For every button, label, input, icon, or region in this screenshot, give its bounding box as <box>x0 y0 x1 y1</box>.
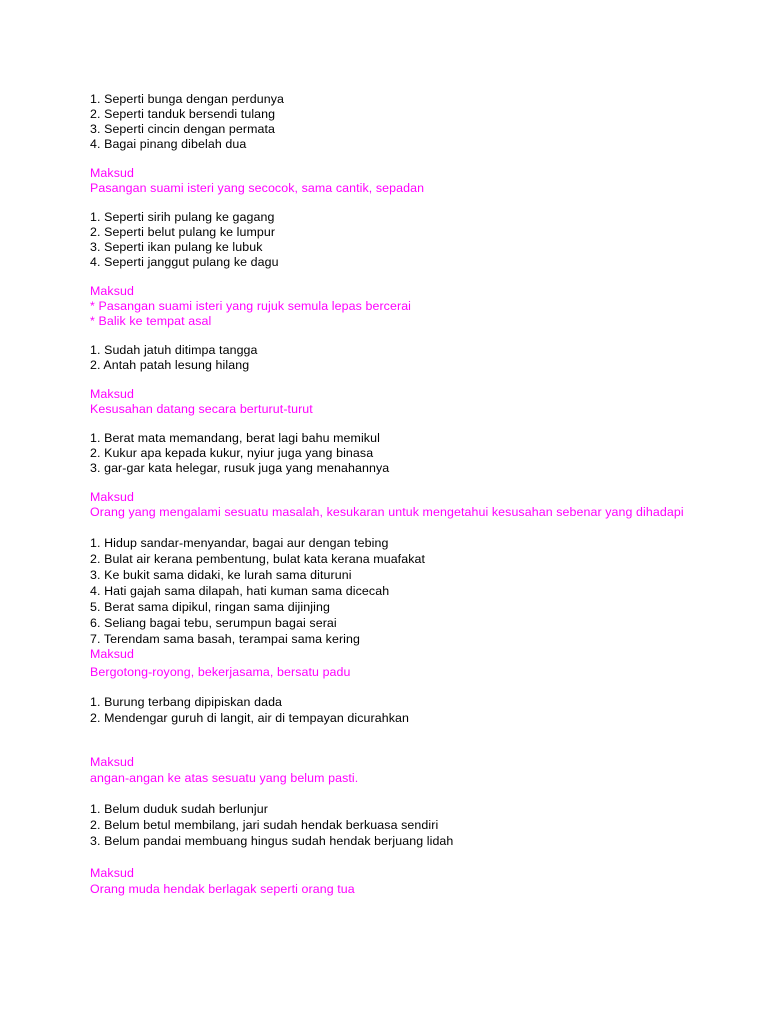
maksud-meaning: Pasangan suami isteri yang secocok, sama cantik, sepadan <box>90 181 425 195</box>
proverb-group <box>90 92 690 196</box>
proverb-line: 1. Berat mata memandang, berat lagi bahu memikul <box>90 431 380 445</box>
proverb-line: 2. Antah patah lesung hilang <box>90 358 250 372</box>
proverb-line: 2. Bulat air kerana pembentung, bulat kata kerana muafakat <box>90 551 426 566</box>
proverb-line: 5. Berat sama dipikul, ringan sama dijinjing <box>90 599 330 614</box>
proverb-line: 2. Seperti tanduk bersendi tulang <box>90 107 276 121</box>
proverb-line: 6. Seliang bagai tebu, serumpun bagai serai <box>90 615 337 630</box>
proverb-line: 4. Bagai pinang dibelah dua <box>90 137 247 151</box>
proverb-group <box>90 343 690 417</box>
maksud-heading: Maksud <box>90 754 134 769</box>
proverb-line: 4. Hati gajah sama dilapah, hati kuman sama dicecah <box>90 583 390 598</box>
proverb-line: 1. Seperti sirih pulang ke gagang <box>90 210 275 224</box>
maksud-heading: Maksud <box>90 284 134 298</box>
maksud-meaning: * Balik ke tempat asal <box>90 314 212 328</box>
maksud-heading: Maksud <box>90 387 134 401</box>
proverb-line: 1. Belum duduk sudah berlunjur <box>90 801 268 816</box>
proverb-line: 1. Sudah jatuh ditimpa tangga <box>90 343 258 357</box>
proverb-line: 1. Seperti bunga dengan perdunya <box>90 92 285 106</box>
proverb-line: 2. Belum betul membilang, jari sudah hendak berkuasa sendiri <box>90 817 439 832</box>
proverb-line: 4. Seperti janggut pulang ke dagu <box>90 255 279 269</box>
proverb-line: 2. Kukur apa kepada kukur, nyiur juga yang binasa <box>90 446 374 460</box>
maksud-heading: Maksud <box>90 646 134 661</box>
maksud-heading: Maksud <box>90 865 134 880</box>
proverb-line: 3. Ke bukit sama didaki, ke lurah sama dituruni <box>90 567 352 582</box>
maksud-meaning: Bergotong-royong, bekerjasama, bersatu padu <box>90 664 351 679</box>
proverb-line: 1. Burung terbang dipipiskan dada <box>90 694 283 709</box>
document-page <box>90 92 690 897</box>
maksud-heading: Maksud <box>90 490 134 504</box>
proverb-line: 3. Seperti ikan pulang ke lubuk <box>90 240 263 254</box>
proverb-group <box>90 210 690 329</box>
proverb-group <box>90 694 690 786</box>
proverb-group <box>90 535 690 680</box>
maksud-meaning: * Pasangan suami isteri yang rujuk semula lepas bercerai <box>90 299 412 313</box>
maksud-meaning: Kesusahan datang secara berturut-turut <box>90 402 313 416</box>
proverb-line: 3. Seperti cincin dengan permata <box>90 122 276 136</box>
proverb-line: 3. Belum pandai membuang hingus sudah hendak berjuang lidah <box>90 833 454 848</box>
proverb-line: 7. Terendam sama basah, terampai sama kering <box>90 631 361 646</box>
maksud-meaning: Orang muda hendak berlagak seperti orang tua <box>90 881 355 896</box>
maksud-meaning: angan-angan ke atas sesuatu yang belum pasti. <box>90 770 359 785</box>
proverb-line: 3. gar-gar kata helegar, rusuk juga yang menahannya <box>90 461 390 475</box>
maksud-meaning: Orang yang mengalami sesuatu masalah, kesukaran untuk mengetahui kesusahan sebenar yang dihadapi <box>90 505 684 519</box>
proverb-line: 1. Hidup sandar-menyandar, bagai aur dengan tebing <box>90 535 389 550</box>
proverb-line: 2. Mendengar guruh di langit, air di tempayan dicurahkan <box>90 710 410 725</box>
proverb-group <box>90 801 690 897</box>
maksud-heading: Maksud <box>90 166 134 180</box>
proverb-line: 2. Seperti belut pulang ke lumpur <box>90 225 276 239</box>
proverb-group <box>90 431 690 521</box>
